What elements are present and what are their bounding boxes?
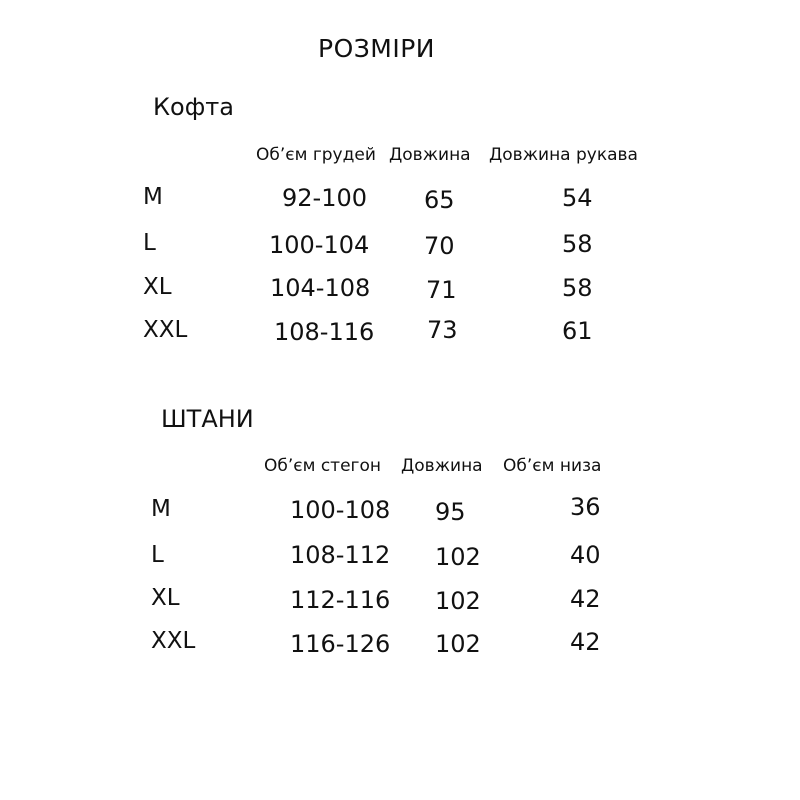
sweater-col-chest: Об’єм грудей [256, 145, 376, 165]
pants-bottom: 40 [570, 541, 601, 569]
sweater-heading: Кофта [153, 93, 234, 121]
pants-length: 102 [435, 543, 481, 571]
pants-hips: 108-112 [290, 541, 391, 569]
sweater-size: M [143, 184, 163, 210]
pants-length: 102 [435, 630, 481, 658]
sweater-chest: 100-104 [269, 231, 370, 259]
pants-bottom: 42 [570, 628, 601, 656]
pants-size: M [151, 496, 171, 522]
sweater-chest: 92-100 [282, 184, 368, 212]
page-title: РОЗМІРИ [318, 34, 436, 63]
sweater-size: XL [143, 274, 172, 300]
sweater-length: 73 [427, 316, 458, 344]
sweater-size: L [143, 230, 156, 256]
pants-bottom: 36 [570, 493, 601, 521]
sweater-chest: 108-116 [274, 318, 375, 346]
pants-col-hips: Об’єм стегон [264, 456, 381, 476]
sweater-length: 71 [426, 276, 457, 304]
pants-length: 95 [435, 498, 466, 526]
sweater-col-length: Довжина [389, 145, 471, 165]
pants-size: XXL [151, 628, 196, 654]
pants-size: L [151, 542, 164, 568]
pants-length: 102 [435, 587, 481, 615]
sweater-col-sleeve: Довжина рукава [489, 145, 638, 165]
sweater-sleeve: 61 [562, 317, 593, 345]
sweater-size: XXL [143, 317, 188, 343]
sweater-sleeve: 58 [562, 230, 593, 258]
sweater-length: 65 [424, 186, 455, 214]
sweater-sleeve: 58 [562, 274, 593, 302]
pants-hips: 112-116 [290, 586, 391, 614]
sweater-length: 70 [424, 232, 455, 260]
sweater-sleeve: 54 [562, 184, 593, 212]
pants-hips: 100-108 [290, 496, 391, 524]
pants-col-length: Довжина [401, 456, 483, 476]
sweater-chest: 104-108 [270, 274, 371, 302]
pants-hips: 116-126 [290, 630, 391, 658]
pants-col-bottom: Об’єм низа [503, 456, 602, 476]
pants-size: XL [151, 585, 180, 611]
pants-bottom: 42 [570, 585, 601, 613]
pants-heading: ШТАНИ [161, 405, 254, 433]
